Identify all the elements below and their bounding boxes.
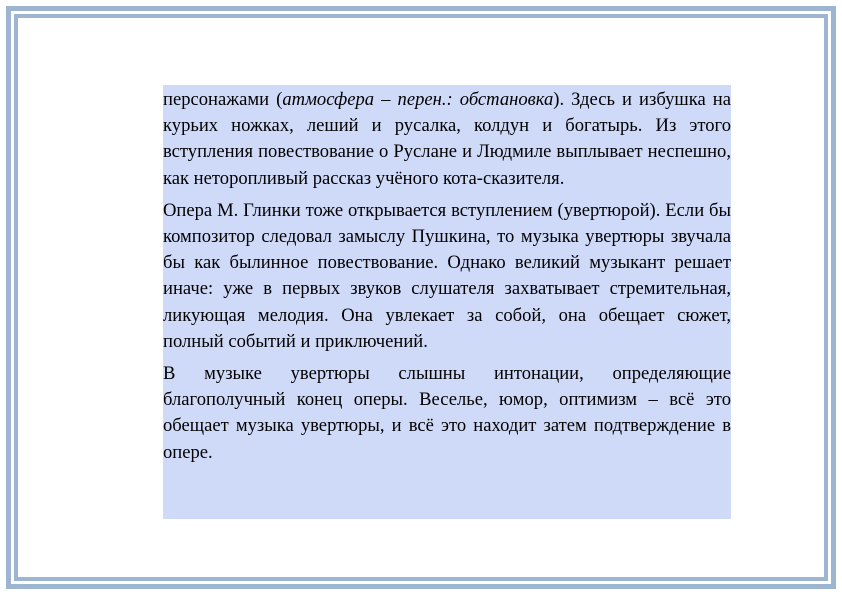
slide-text-box xyxy=(163,85,731,519)
paragraph-3: В музыке увертюры слышны интонации, определяющие благополучный конец оперы. Веселье, юмор, оптимизм – всё это обещает музыка увертюры, и всё это находит затем подтверждение в опере. xyxy=(163,363,731,463)
paragraph-1 xyxy=(163,87,731,192)
paragraph-1-italic: атмосфера – перен.: обстановка xyxy=(282,89,554,110)
paragraph-2: Опера М. Глинки тоже открывается вступлением (увертюрой). Если бы композитор следовал замыслу Пушкина, то музыка увертюры звучала бы как былинное повествование. Однако великий музыкант решает иначе: уже в первых звуков слушателя захватывает стремительная, ликующая мелодия. Она увлекает за собой, она обещает сюжет, полный событий и приключений. xyxy=(163,199,731,352)
paragraph-1-part-b: ). Здесь и избушка на курьих ножках, леший и русалка, колдун и богатырь. Из этого вступления повествование о Руслане и Людмиле выплывает неспешно, как неторопливый рассказ учёного кота-сказителя. xyxy=(163,89,731,189)
paragraph-1-part-a: персонажами ( xyxy=(163,89,283,110)
